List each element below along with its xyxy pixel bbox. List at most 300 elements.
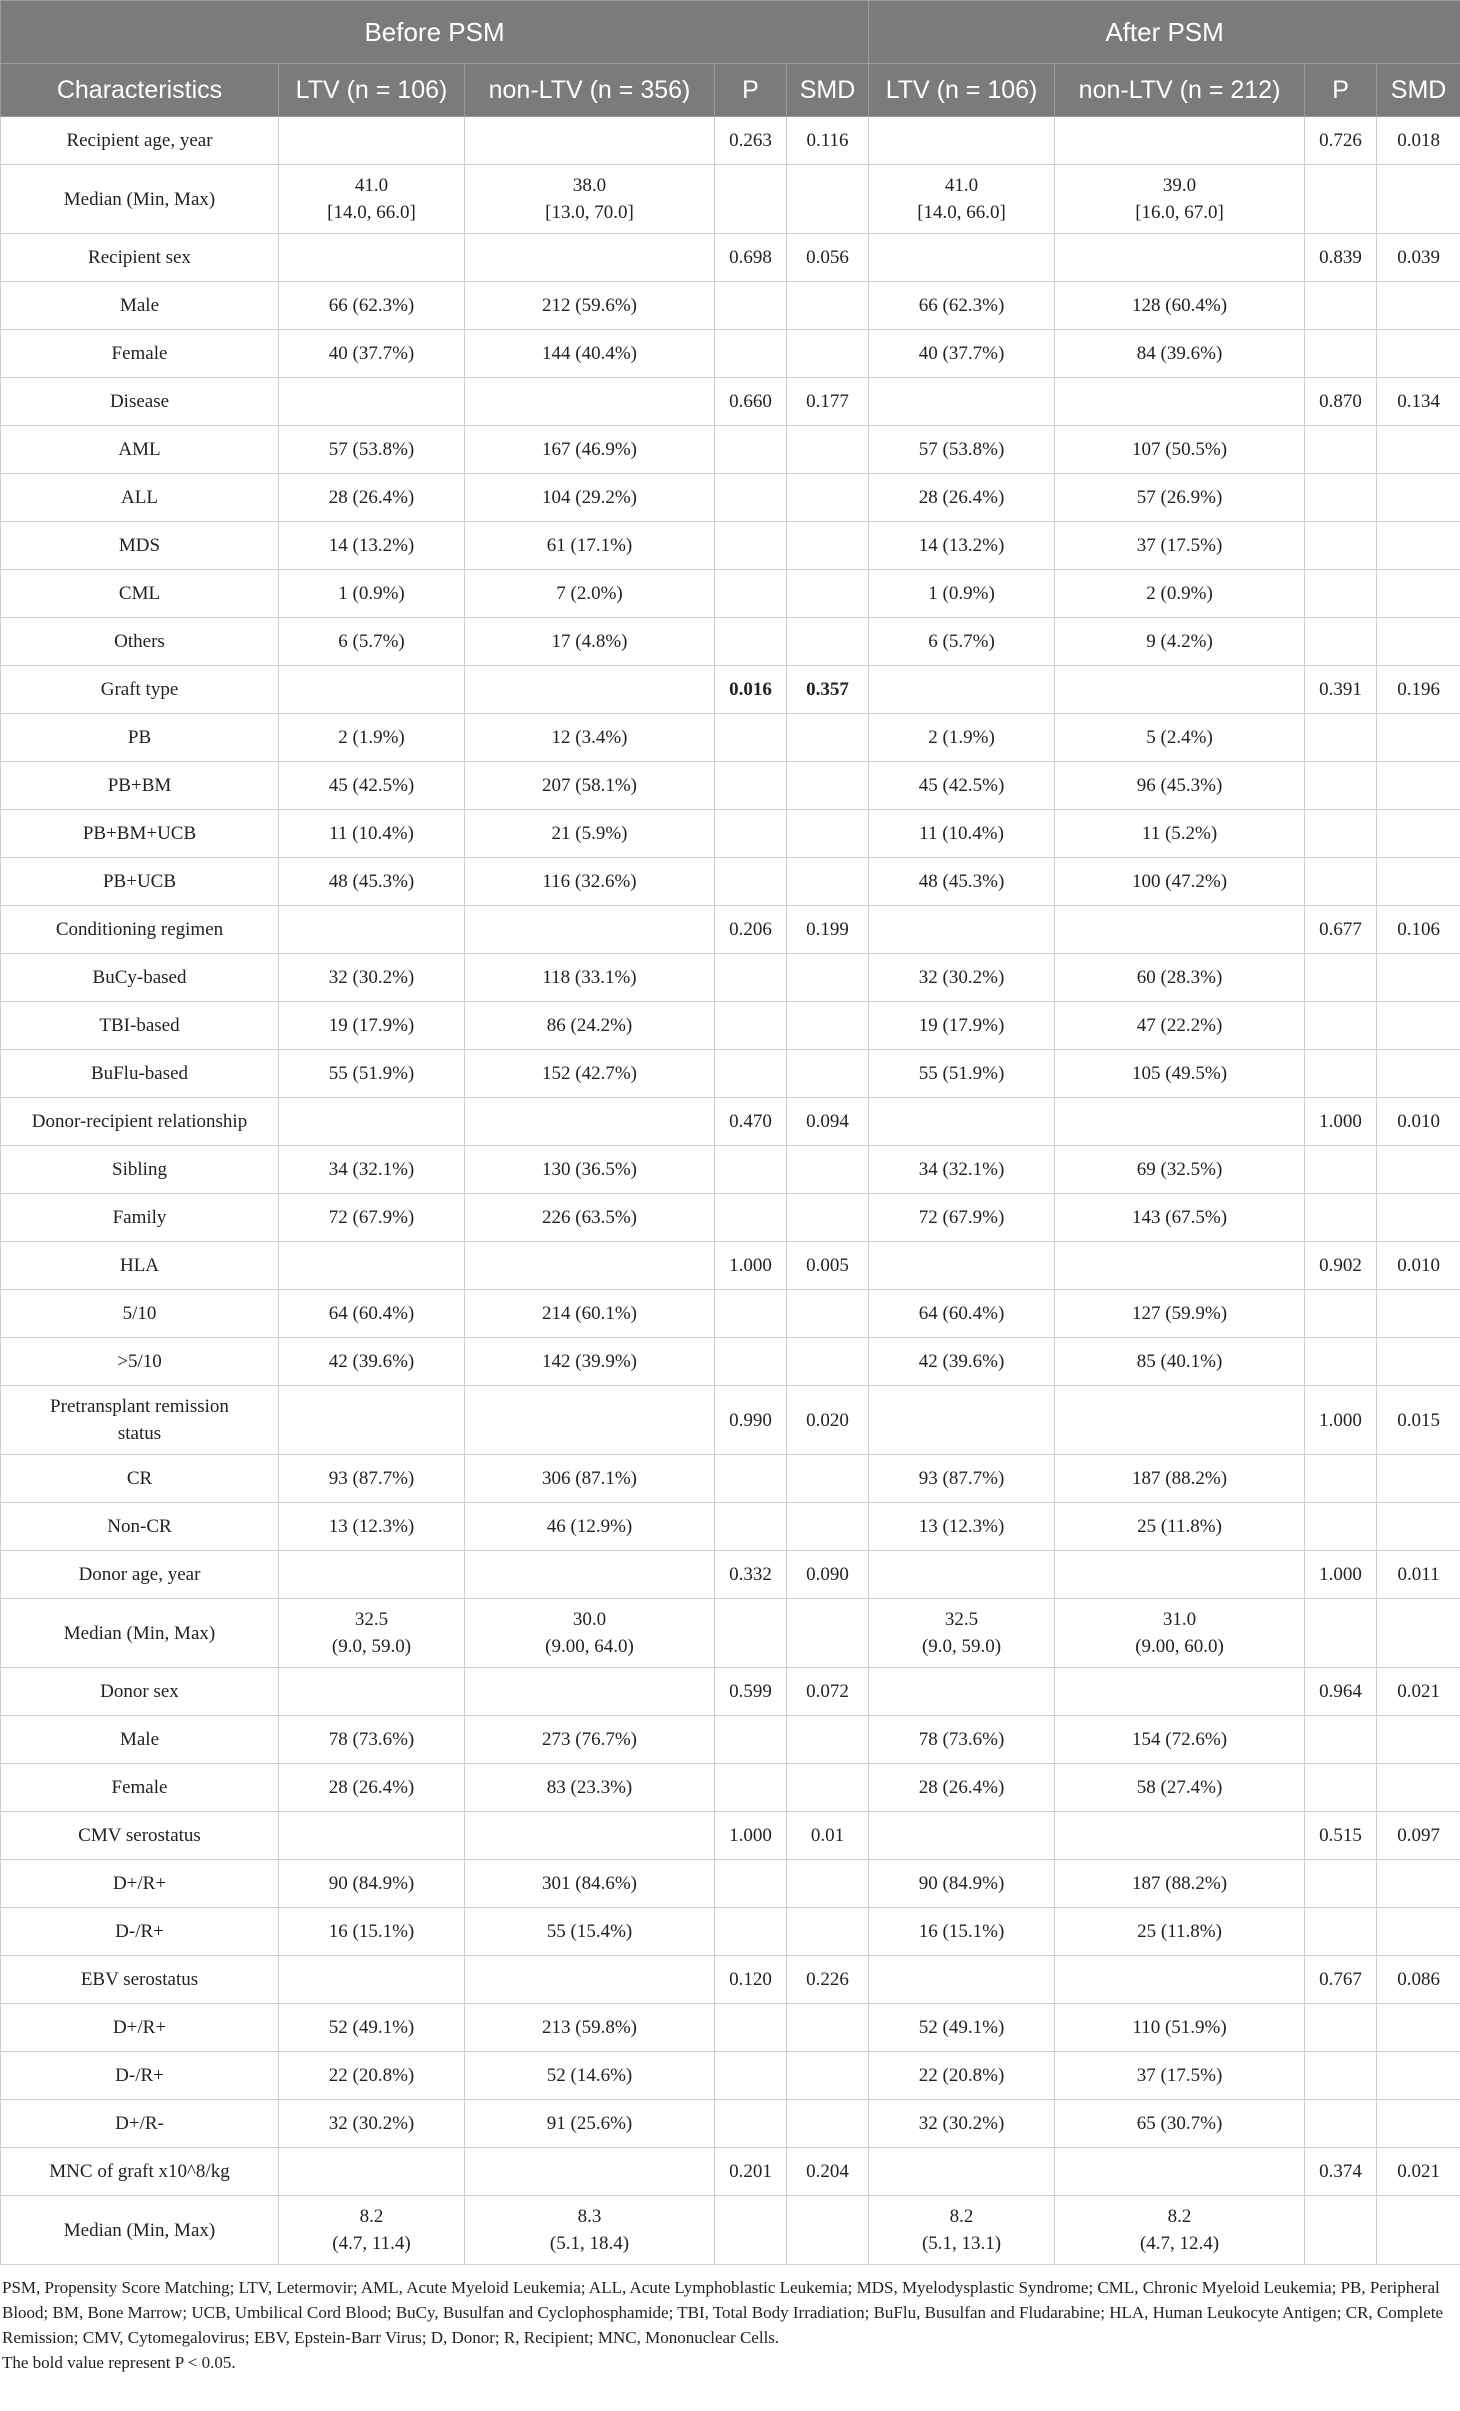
cell-text: Family (112, 1207, 167, 1228)
cell-text: 0.106 (1397, 919, 1440, 940)
cell-text: 0.010 (1397, 1255, 1440, 1276)
cell-before-non-ltv (465, 1146, 715, 1194)
cell-text: 2 (1.9%) (928, 727, 995, 748)
cell-after-ltv (869, 1242, 1055, 1290)
cell-before-ltv (279, 954, 465, 1002)
cell-text: 41.0 (354, 175, 389, 196)
cell-after-ltv (869, 378, 1055, 426)
cell-text: 187 (88.2%) (1132, 1468, 1228, 1489)
cell-text: Pretransplant remission (50, 1396, 229, 1417)
cell-text: [14.0, 66.0] (917, 202, 1006, 223)
cell-before-non-ltv (465, 1908, 715, 1956)
cell-text: 19 (17.9%) (328, 1015, 415, 1036)
cell-before-p (715, 618, 787, 666)
cell-text: Graft type (100, 679, 179, 700)
cell-before-non-ltv (465, 1098, 715, 1146)
cell-before-ltv (279, 618, 465, 666)
cell-before-smd (787, 1812, 869, 1860)
table-row (1, 426, 1460, 474)
cell-text: Others (114, 631, 165, 652)
col-after-ltv: LTV (n = 106) (869, 64, 1055, 117)
cell-after-non-ltv (1055, 1956, 1305, 2004)
cell-after-non-ltv (1055, 858, 1305, 906)
cell-after-smd (1377, 1908, 1460, 1956)
cell-text: 0.767 (1319, 1969, 1362, 1990)
cell-before-non-ltv (465, 165, 715, 234)
cell-before-ltv (279, 1098, 465, 1146)
cell-characteristic (1, 1194, 279, 1242)
cell-text: 5/10 (122, 1303, 157, 1324)
cell-text: 13 (12.3%) (328, 1516, 415, 1537)
footnote-bold-note: The bold value represent P < 0.05. (2, 2353, 236, 2372)
table-row (1, 474, 1460, 522)
cell-after-ltv (869, 522, 1055, 570)
cell-after-p (1305, 474, 1377, 522)
table-row (1, 1386, 1460, 1455)
table-row (1, 618, 1460, 666)
cell-after-ltv (869, 330, 1055, 378)
cell-text: 41.0 (944, 175, 979, 196)
cell-text: 22 (20.8%) (918, 2065, 1005, 2086)
cell-before-p (715, 1812, 787, 1860)
cell-text: 0.677 (1319, 919, 1362, 940)
cell-characteristic (1, 1338, 279, 1386)
cell-after-smd (1377, 1050, 1460, 1098)
cell-before-smd (787, 1002, 869, 1050)
cell-text: 0.599 (729, 1681, 772, 1702)
cell-after-smd (1377, 1098, 1460, 1146)
cell-after-non-ltv (1055, 1668, 1305, 1716)
cell-after-smd (1377, 666, 1460, 714)
cell-before-ltv (279, 1716, 465, 1764)
cell-before-non-ltv (465, 1338, 715, 1386)
table-row (1, 1338, 1460, 1386)
cell-after-smd (1377, 426, 1460, 474)
cell-after-smd (1377, 522, 1460, 570)
cell-before-p (715, 1908, 787, 1956)
table-row (1, 1812, 1460, 1860)
cell-before-non-ltv (465, 1503, 715, 1551)
footnote (0, 2265, 1460, 2375)
cell-after-ltv (869, 1716, 1055, 1764)
table-row (1, 282, 1460, 330)
cell-before-smd (787, 1716, 869, 1764)
cell-text: 28 (26.4%) (918, 487, 1005, 508)
cell-before-ltv (279, 570, 465, 618)
cell-after-smd (1377, 1956, 1460, 2004)
cell-before-p (715, 906, 787, 954)
cell-text: 1.000 (729, 1825, 772, 1846)
cell-after-p (1305, 570, 1377, 618)
cell-before-non-ltv (465, 1764, 715, 1812)
cell-before-non-ltv (465, 1956, 715, 2004)
cell-after-p (1305, 522, 1377, 570)
cell-after-ltv (869, 666, 1055, 714)
cell-after-p (1305, 165, 1377, 234)
cell-characteristic (1, 1050, 279, 1098)
cell-text: (5.1, 13.1) (921, 2233, 1002, 2254)
cell-characteristic (1, 522, 279, 570)
cell-text: 52 (14.6%) (546, 2065, 633, 2086)
cell-before-p (715, 117, 787, 165)
cell-characteristic (1, 282, 279, 330)
cell-text: 0.391 (1319, 679, 1362, 700)
cell-text: 12 (3.4%) (551, 727, 628, 748)
cell-text: 0.332 (729, 1564, 772, 1585)
cell-text: 167 (46.9%) (542, 439, 637, 460)
cell-before-smd (787, 2100, 869, 2148)
cell-after-p (1305, 378, 1377, 426)
cell-after-smd (1377, 1242, 1460, 1290)
cell-after-p (1305, 1551, 1377, 1599)
cell-after-smd (1377, 2052, 1460, 2100)
cell-text: 14 (13.2%) (918, 535, 1005, 556)
cell-after-smd (1377, 1386, 1460, 1455)
cell-after-non-ltv (1055, 1338, 1305, 1386)
cell-text: 61 (17.1%) (546, 535, 633, 556)
cell-characteristic (1, 474, 279, 522)
cell-before-ltv (279, 1242, 465, 1290)
cell-before-ltv (279, 666, 465, 714)
cell-text: 65 (30.7%) (1136, 2113, 1223, 2134)
cell-characteristic (1, 1386, 279, 1455)
cell-characteristic (1, 2196, 279, 2265)
cell-text: 8.3 (577, 2206, 602, 2227)
cell-text: 42 (39.6%) (918, 1351, 1005, 1372)
cell-text: 5 (2.4%) (1146, 727, 1213, 748)
cell-before-ltv (279, 1812, 465, 1860)
cell-before-ltv (279, 1386, 465, 1455)
cell-text: 8.2 (1167, 2206, 1192, 2227)
cell-before-ltv (279, 714, 465, 762)
cell-text: 38.0 (572, 175, 607, 196)
cell-before-ltv (279, 2196, 465, 2265)
cell-before-smd (787, 1764, 869, 1812)
cell-before-non-ltv (465, 762, 715, 810)
cell-text: 91 (25.6%) (546, 2113, 633, 2134)
cell-text: 55 (51.9%) (328, 1063, 415, 1084)
cell-text: (9.00, 60.0) (1135, 1636, 1224, 1657)
cell-before-p (715, 1194, 787, 1242)
cell-characteristic (1, 426, 279, 474)
cell-after-ltv (869, 1812, 1055, 1860)
table-row (1, 1599, 1460, 1668)
cell-text: 0.870 (1319, 391, 1362, 412)
cell-text: 144 (40.4%) (542, 343, 637, 364)
cell-before-smd (787, 1194, 869, 1242)
cell-before-smd (787, 954, 869, 1002)
table-row (1, 1551, 1460, 1599)
cell-after-p (1305, 2148, 1377, 2196)
cell-text: 0.01 (810, 1825, 845, 1846)
cell-before-non-ltv (465, 1551, 715, 1599)
cell-text: 1 (0.9%) (928, 583, 995, 604)
cell-before-p (715, 330, 787, 378)
cell-before-smd (787, 2004, 869, 2052)
cell-text: MDS (118, 535, 161, 556)
cell-characteristic (1, 714, 279, 762)
col-characteristics: Characteristics (1, 64, 279, 117)
cell-after-non-ltv (1055, 1098, 1305, 1146)
cell-characteristic (1, 1908, 279, 1956)
cell-after-p (1305, 426, 1377, 474)
cell-before-smd (787, 1599, 869, 1668)
cell-after-non-ltv (1055, 1242, 1305, 1290)
cell-text: 52 (49.1%) (328, 2017, 415, 2038)
cell-after-smd (1377, 234, 1460, 282)
cell-text: 47 (22.2%) (1136, 1015, 1223, 1036)
cell-after-non-ltv (1055, 762, 1305, 810)
cell-before-ltv (279, 522, 465, 570)
cell-before-p (715, 234, 787, 282)
cell-text: 46 (12.9%) (546, 1516, 633, 1537)
cell-text: 8.2 (949, 2206, 974, 2227)
cell-characteristic (1, 234, 279, 282)
cell-before-non-ltv (465, 1812, 715, 1860)
cell-after-ltv (869, 570, 1055, 618)
cell-before-p (715, 1386, 787, 1455)
cell-after-non-ltv (1055, 2148, 1305, 2196)
cell-text: 1.000 (1319, 1564, 1362, 1585)
table-row (1, 1194, 1460, 1242)
cell-before-non-ltv (465, 2004, 715, 2052)
cell-text: Male (119, 1729, 160, 1750)
cell-before-ltv (279, 426, 465, 474)
cell-characteristic (1, 1146, 279, 1194)
table-row (1, 1050, 1460, 1098)
cell-after-ltv (869, 1194, 1055, 1242)
cell-before-ltv (279, 1764, 465, 1812)
cell-text: 32.5 (354, 1609, 389, 1630)
cell-after-smd (1377, 2100, 1460, 2148)
cell-after-p (1305, 762, 1377, 810)
cell-before-non-ltv (465, 378, 715, 426)
cell-after-ltv (869, 2052, 1055, 2100)
table-row (1, 1290, 1460, 1338)
cell-text: 0.199 (806, 919, 849, 940)
cell-text: 11 (10.4%) (919, 823, 1004, 844)
cell-after-ltv (869, 2196, 1055, 2265)
cell-text: 8.2 (359, 2206, 384, 2227)
cell-text: D+/R+ (112, 1873, 167, 1894)
cell-before-ltv (279, 2004, 465, 2052)
cell-before-non-ltv (465, 810, 715, 858)
cell-after-ltv (869, 714, 1055, 762)
cell-before-non-ltv (465, 1002, 715, 1050)
cell-text: 93 (87.7%) (918, 1468, 1005, 1489)
cell-characteristic (1, 906, 279, 954)
header-group-row (1, 1, 1460, 64)
cell-before-p (715, 2196, 787, 2265)
cell-before-ltv (279, 1002, 465, 1050)
cell-characteristic (1, 570, 279, 618)
cell-text: 143 (67.5%) (1132, 1207, 1228, 1228)
cell-text: 83 (23.3%) (546, 1777, 633, 1798)
cell-text: 86 (24.2%) (546, 1015, 633, 1036)
cell-before-ltv (279, 858, 465, 906)
cell-text: 0.177 (806, 391, 849, 412)
col-after-p: P (1305, 64, 1377, 117)
cell-text: Median (Min, Max) (63, 1622, 216, 1644)
cell-text: 0.726 (1319, 130, 1362, 151)
cell-before-p (715, 1668, 787, 1716)
cell-before-smd (787, 1956, 869, 2004)
cell-text: Recipient age, year (66, 130, 213, 151)
cell-after-ltv (869, 1668, 1055, 1716)
cell-characteristic (1, 618, 279, 666)
cell-after-ltv (869, 762, 1055, 810)
table-row (1, 522, 1460, 570)
cell-before-smd (787, 117, 869, 165)
cell-after-non-ltv (1055, 666, 1305, 714)
cell-text: PB (127, 727, 152, 748)
cell-after-smd (1377, 954, 1460, 1002)
cell-after-ltv (869, 1146, 1055, 1194)
cell-after-p (1305, 714, 1377, 762)
cell-after-smd (1377, 1290, 1460, 1338)
cell-text: Non-CR (107, 1516, 172, 1537)
table-body (1, 117, 1460, 2265)
table-row (1, 1764, 1460, 1812)
cell-text: 0.015 (1397, 1409, 1440, 1431)
cell-text: D-/R+ (115, 2065, 164, 2086)
cell-after-non-ltv (1055, 906, 1305, 954)
cell-after-ltv (869, 906, 1055, 954)
cell-text: CR (126, 1468, 153, 1489)
cell-characteristic (1, 1002, 279, 1050)
cell-before-p (715, 474, 787, 522)
cell-before-p (715, 1338, 787, 1386)
cell-after-smd (1377, 570, 1460, 618)
cell-after-p (1305, 1455, 1377, 1503)
cell-after-p (1305, 282, 1377, 330)
cell-after-smd (1377, 1599, 1460, 1668)
cell-text: 19 (17.9%) (918, 1015, 1005, 1036)
cell-before-smd (787, 1668, 869, 1716)
cell-before-non-ltv (465, 282, 715, 330)
cell-before-smd (787, 2148, 869, 2196)
cell-text: 31.0 (1162, 1609, 1197, 1630)
cell-after-p (1305, 2052, 1377, 2100)
cell-before-smd (787, 570, 869, 618)
cell-text: Female (111, 1777, 168, 1798)
cell-text: 6 (5.7%) (338, 631, 405, 652)
cell-text: 0.021 (1397, 2161, 1440, 2182)
cell-after-ltv (869, 1956, 1055, 2004)
cell-text: 66 (62.3%) (328, 295, 415, 316)
cell-before-non-ltv (465, 1386, 715, 1455)
cell-after-non-ltv (1055, 165, 1305, 234)
cell-before-p (715, 1551, 787, 1599)
cell-before-smd (787, 1098, 869, 1146)
cell-after-non-ltv (1055, 714, 1305, 762)
cell-before-smd (787, 330, 869, 378)
cell-before-p (715, 1764, 787, 1812)
cell-characteristic (1, 1098, 279, 1146)
cell-text: 142 (39.9%) (542, 1351, 637, 1372)
cell-before-non-ltv (465, 618, 715, 666)
cell-after-non-ltv (1055, 1146, 1305, 1194)
cell-after-smd (1377, 1002, 1460, 1050)
cell-after-non-ltv (1055, 1716, 1305, 1764)
cell-text: Female (111, 343, 168, 364)
cell-text: 6 (5.7%) (928, 631, 995, 652)
cell-text: Median (Min, Max) (63, 2219, 216, 2241)
cell-before-smd (787, 1908, 869, 1956)
cell-before-ltv (279, 2100, 465, 2148)
cell-characteristic (1, 1956, 279, 2004)
cell-before-p (715, 2004, 787, 2052)
cell-after-p (1305, 1956, 1377, 2004)
cell-before-smd (787, 1338, 869, 1386)
table-row (1, 330, 1460, 378)
cell-after-p (1305, 2100, 1377, 2148)
cell-after-non-ltv (1055, 1290, 1305, 1338)
cell-after-non-ltv (1055, 330, 1305, 378)
cell-before-ltv (279, 234, 465, 282)
cell-text: Recipient sex (88, 247, 191, 268)
table-row (1, 2148, 1460, 2196)
cell-before-non-ltv (465, 117, 715, 165)
table-row (1, 954, 1460, 1002)
cell-text: 57 (53.8%) (918, 439, 1005, 460)
cell-text: 42 (39.6%) (328, 1351, 415, 1372)
table-row (1, 570, 1460, 618)
cell-after-smd (1377, 165, 1460, 234)
cell-before-ltv (279, 2052, 465, 2100)
cell-before-p (715, 666, 787, 714)
cell-before-p (715, 1503, 787, 1551)
cell-characteristic (1, 117, 279, 165)
cell-text: 0.056 (806, 247, 849, 268)
cell-before-ltv (279, 1146, 465, 1194)
cell-text: 0.011 (1397, 1564, 1440, 1585)
cell-characteristic (1, 1551, 279, 1599)
cell-before-p (715, 1242, 787, 1290)
cell-after-p (1305, 1290, 1377, 1338)
cell-text: 11 (5.2%) (1141, 823, 1218, 844)
cell-before-ltv (279, 1050, 465, 1098)
cell-before-non-ltv (465, 234, 715, 282)
cell-text: 55 (51.9%) (918, 1063, 1005, 1084)
cell-text: [14.0, 66.0] (327, 202, 416, 223)
cell-after-ltv (869, 1455, 1055, 1503)
cell-text: 34 (32.1%) (328, 1159, 415, 1180)
cell-before-ltv (279, 165, 465, 234)
cell-after-ltv (869, 1050, 1055, 1098)
cell-text: 37 (17.5%) (1136, 535, 1223, 556)
table-row (1, 378, 1460, 426)
cell-after-p (1305, 858, 1377, 906)
cell-after-non-ltv (1055, 378, 1305, 426)
cell-text: 16 (15.1%) (328, 1921, 415, 1942)
cell-after-ltv (869, 1599, 1055, 1668)
cell-before-ltv (279, 1455, 465, 1503)
cell-text: Disease (109, 391, 170, 412)
cell-after-smd (1377, 1503, 1460, 1551)
cell-after-ltv (869, 234, 1055, 282)
cell-text: 45 (42.5%) (328, 775, 415, 796)
cell-characteristic (1, 2004, 279, 2052)
cell-text: PB+BM (107, 775, 172, 796)
cell-after-ltv (869, 1386, 1055, 1455)
cell-after-non-ltv (1055, 1599, 1305, 1668)
cell-before-ltv (279, 2148, 465, 2196)
cell-before-non-ltv (465, 954, 715, 1002)
cell-after-smd (1377, 1812, 1460, 1860)
cell-after-smd (1377, 2196, 1460, 2265)
cell-after-non-ltv (1055, 1455, 1305, 1503)
